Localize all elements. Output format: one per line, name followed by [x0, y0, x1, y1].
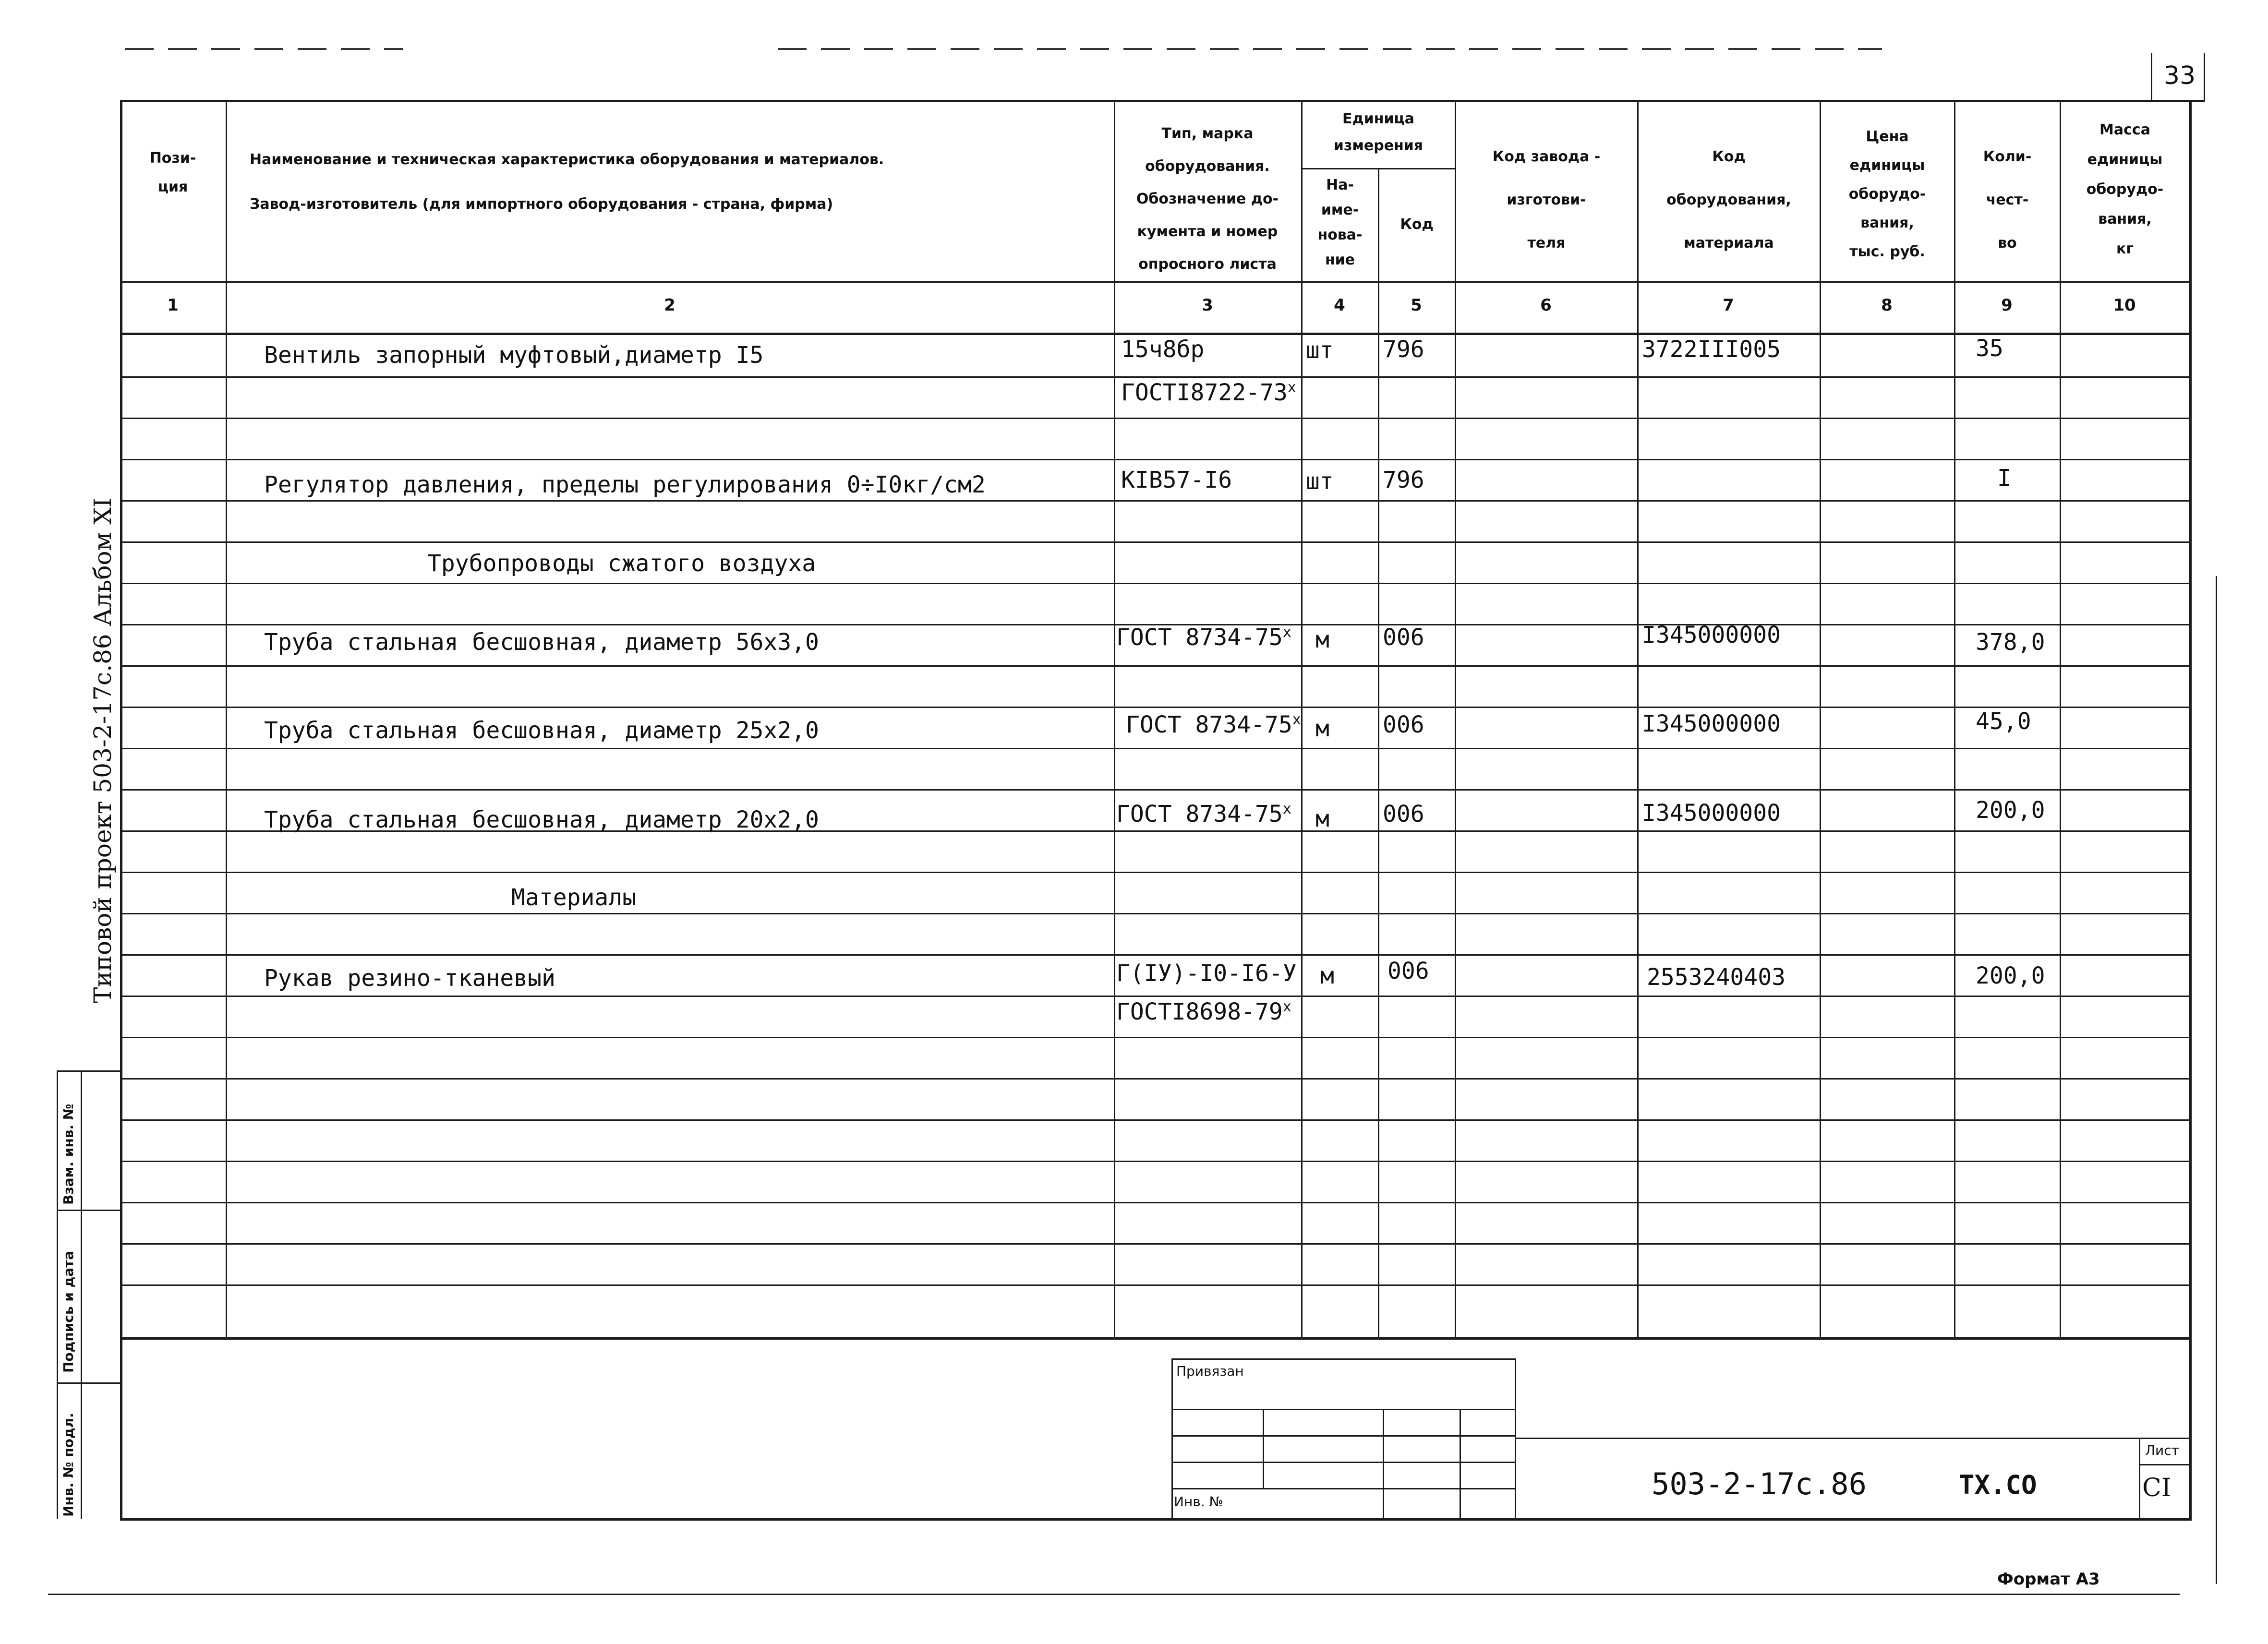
col-line [1954, 100, 1955, 1338]
row-line [120, 954, 2189, 956]
row-unit: м [1320, 962, 1334, 989]
side-project-label: Типовой проект 503-2-17с.86 Альбом XI [89, 498, 117, 1003]
top-border-dash [125, 48, 403, 50]
header-position: Пози- ция [149, 150, 196, 195]
row-quantity: 35 [1976, 335, 2003, 362]
header-name-line2: Завод-изготовитель (для импортного оборудования - страна, фирма) [250, 196, 833, 213]
header-plant-code: Код завода - изготови- теля [1492, 148, 1601, 252]
row-line [120, 748, 2189, 749]
header-quantity: Коли- чест- во [1983, 148, 2032, 252]
header-unit-name: На- име- нова- ние [1317, 177, 1363, 268]
row-equipment-code: I345000000 [1642, 800, 1781, 827]
document-mark: ТХ.СО [1959, 1470, 2037, 1500]
row-unit-code: 796 [1383, 467, 1424, 493]
row-type: ГОСТI8722-73$^x$ [1121, 379, 1296, 406]
page-number: 33 [2163, 61, 2196, 90]
row-equipment-code: 3722III005 [1642, 336, 1781, 363]
title-block-border [2139, 1464, 2189, 1465]
row-line [120, 996, 2189, 997]
row-unit-code: 006 [1383, 801, 1424, 828]
title-block-border [1171, 1435, 1515, 1437]
row-line [120, 872, 2189, 873]
stamp-border [57, 1070, 121, 1072]
table-top-border [120, 100, 2204, 102]
row-type: 15ч8бр [1121, 336, 1205, 363]
column-number: 5 [1411, 296, 1422, 315]
row-quantity: 45,0 [1976, 708, 2031, 735]
col-line [1378, 168, 1379, 1338]
stamp-border [57, 1070, 58, 1519]
row-line [120, 418, 2189, 419]
header-type: Тип, марка оборудования. Обозначение до- кумента и номер опросного листа [1136, 125, 1279, 273]
row-line [120, 459, 2189, 460]
header-divider [120, 281, 2189, 283]
row-unit: м [1315, 805, 1329, 832]
title-block-border [1383, 1409, 1384, 1519]
title-block-border [1460, 1409, 1461, 1519]
title-block-border [2139, 1438, 2140, 1519]
row-line [120, 1119, 2189, 1121]
row-unit-code: 006 [1383, 711, 1424, 738]
format-label: Формат А3 [1997, 1570, 2100, 1589]
row-name: Труба стальная бесшовная, диаметр 25x2,0 [264, 717, 819, 744]
column-number: 3 [1202, 296, 1213, 315]
title-block-border [1171, 1409, 1515, 1410]
column-number: 2 [664, 296, 676, 315]
row-line [120, 500, 2189, 502]
row-line [120, 913, 2189, 914]
header-price: Цена единицы оборудо- вания, тыс. руб. [1848, 128, 1926, 260]
row-unit: шт [1306, 468, 1334, 495]
row-unit-code: 006 [1387, 958, 1429, 984]
sheet-label: Лист [2145, 1442, 2179, 1458]
row-type-superscript: x [1292, 711, 1301, 728]
header-unit-code: Код [1400, 216, 1434, 233]
top-border-dash [778, 48, 1882, 50]
row-type: ГОСТI8698-79$^x$ [1116, 998, 1291, 1025]
title-block-border [1171, 1358, 1173, 1519]
col-line [1114, 100, 1115, 1338]
title-block-border [1171, 1488, 1515, 1489]
row-quantity: 200,0 [1976, 797, 2045, 824]
row-equipment-code: 2553240403 [1647, 964, 1785, 991]
inv-no-label: Инв. № [1174, 1494, 1223, 1510]
stamp-border [81, 1070, 82, 1519]
document-code: 503-2-17с.86 [1652, 1466, 1867, 1501]
column-number: 8 [1881, 296, 1893, 315]
header-mass: Масса единицы оборудо- вания, кг [2086, 121, 2164, 257]
title-block-border [1171, 1358, 1516, 1360]
column-number: 7 [1723, 296, 1734, 315]
page-number-border [2151, 53, 2152, 101]
row-equipment-code: I345000000 [1642, 710, 1781, 737]
row-type-superscript: x [1287, 379, 1296, 396]
sheet-value: CI [2142, 1474, 2171, 1502]
row-line [120, 1078, 2189, 1080]
header-name-line1: Наименование и техническая характеристика оборудования и материалов. [250, 151, 884, 168]
row-type: ГОСТ 8734-75$^x$ [1126, 711, 1301, 738]
row-unit: м [1315, 626, 1329, 653]
row-type: Г(IУ)-I0-I6-У [1116, 960, 1297, 987]
page-number-border [2204, 53, 2205, 101]
row-line [120, 376, 2189, 378]
row-line [120, 1243, 2189, 1245]
row-name: Труба стальная бесшовная, диаметр 20x2,0 [264, 806, 819, 833]
row-equipment-code: I345000000 [1642, 622, 1781, 648]
row-type-superscript: x [1282, 801, 1291, 817]
row-line [120, 1037, 2189, 1038]
row-unit: м [1315, 715, 1329, 742]
row-type: KIB57-I6 [1121, 467, 1232, 493]
col-line [1637, 100, 1639, 1338]
row-type-superscript: x [1282, 998, 1291, 1015]
col-line [1301, 100, 1303, 1338]
row-name: Регулятор давления, пределы регулирования 0÷I0кг/см2 [264, 471, 986, 498]
title-block-border [1263, 1409, 1264, 1488]
header-unit-group: Единица измерения [1333, 110, 1424, 154]
stamp-border [57, 1382, 121, 1384]
row-line [120, 1284, 2189, 1286]
row-unit: шт [1306, 337, 1334, 364]
bottom-margin-line [48, 1594, 2180, 1595]
row-quantity: 378,0 [1976, 629, 2045, 656]
header-equipment-code: Код оборудования, материала [1666, 148, 1791, 252]
row-line [120, 541, 2189, 543]
column-number: 6 [1540, 296, 1552, 315]
row-line [120, 583, 2189, 584]
title-block-border [1515, 1438, 2189, 1439]
stamp-inv-number: Инв. № подл. [60, 1413, 76, 1517]
row-name: Рукав резино-тканевый [264, 965, 555, 992]
unit-group-divider [1301, 168, 1455, 169]
stamp-border [57, 1210, 121, 1211]
column-number: 9 [2001, 296, 2013, 315]
table-right-border [2189, 100, 2192, 1521]
row-type: ГОСТ 8734-75$^x$ [1116, 801, 1291, 828]
section-heading: Материалы [511, 884, 637, 911]
row-line [120, 789, 2189, 791]
row-type: ГОСТ 8734-75$^x$ [1116, 624, 1291, 651]
col-line [226, 100, 227, 1338]
stamp-signature-date: Подпись и дата [60, 1250, 76, 1373]
row-name: Вентиль запорный муфтовый,диаметр I5 [264, 342, 764, 369]
privyazan-label: Привязан [1176, 1363, 1244, 1379]
col-line [1455, 100, 1456, 1338]
row-line [120, 707, 2189, 708]
row-unit-code: 006 [1383, 624, 1424, 651]
row-quantity: 200,0 [1976, 962, 2045, 989]
title-block-border [1171, 1462, 1515, 1463]
row-line [120, 1161, 2189, 1162]
column-number: 1 [167, 296, 179, 315]
row-line [120, 1202, 2189, 1203]
table-body-bottom [120, 1337, 2189, 1340]
row-quantity: I [1997, 465, 2011, 492]
table-bottom-border [120, 1518, 2192, 1521]
stamp-replaced-inv: Взам. инв. № [60, 1104, 76, 1205]
row-line [120, 665, 2189, 667]
column-number-divider [120, 333, 2189, 335]
section-heading: Трубопроводы сжатого воздуха [427, 550, 816, 577]
column-number: 4 [1334, 296, 1345, 315]
row-name: Труба стальная бесшовная, диаметр 56x3,0 [264, 629, 819, 656]
column-number: 10 [2113, 296, 2136, 315]
col-line [2060, 100, 2061, 1338]
col-line [1820, 100, 1821, 1338]
row-type-superscript: x [1282, 624, 1291, 641]
right-margin-line [2216, 576, 2217, 1584]
row-unit-code: 796 [1383, 336, 1424, 363]
